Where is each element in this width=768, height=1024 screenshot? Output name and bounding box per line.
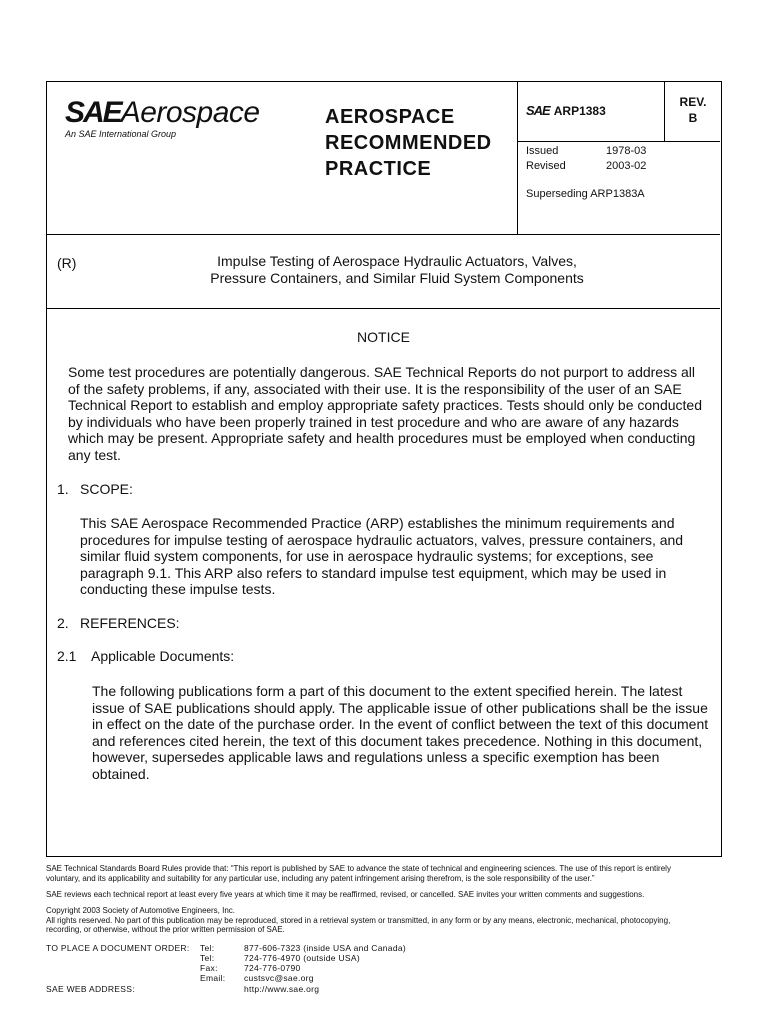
footer-line: voluntary, and its applicability and suitability for any particular use, including any patent infringement arising therefrom, is the sole responsibility of the user.” bbox=[46, 873, 595, 883]
divider bbox=[517, 82, 518, 234]
text-line: Some test procedures are potentially dangerous. SAE Technical Reports do not purport to address all bbox=[68, 364, 695, 380]
rev-label: REV. bbox=[679, 95, 707, 109]
text-line: procedures for impulse testing of aerospace hydraulic actuators, valves, pressure containers, and bbox=[80, 531, 684, 548]
text-line: This SAE Aerospace Recommended Practice (ARP) establishes the minimum requirements and bbox=[80, 515, 675, 531]
notice-paragraph bbox=[68, 364, 702, 463]
text-line: Technical Report to establish and employ appropriate safety practices. Tests should only be conducted bbox=[68, 397, 702, 413]
contact-value: 877-606-7323 (inside USA and Canada) bbox=[244, 943, 407, 953]
text-line: by individuals who have been properly trained in test procedure and who are aware of any hazards bbox=[68, 413, 679, 430]
footer-line: recording, or otherwise, without the prior written permission of SAE. bbox=[46, 925, 285, 934]
contact-key: Tel: bbox=[200, 943, 215, 953]
revised-label: Revised bbox=[526, 160, 566, 172]
order-label: TO PLACE A DOCUMENT ORDER: bbox=[46, 943, 190, 953]
document-type-title bbox=[325, 104, 492, 182]
text-line: The following publications form a part of this document to the extent specified herein. The latest bbox=[92, 683, 683, 699]
text-line: in effect on the date of the purchase order. In the event of conflict between the text of this document bbox=[92, 716, 709, 732]
text-line: of the safety problems, if any, associated with their use. It is the responsibility of the user of an SAE bbox=[68, 380, 682, 397]
issued-label: Issued bbox=[526, 145, 559, 157]
revision-marker: (R) bbox=[57, 255, 77, 271]
text-line: similar fluid system components, for use in aerospace hydraulic systems; for exceptions, see bbox=[80, 548, 654, 564]
revised-value: 2003-02 bbox=[606, 160, 647, 172]
sae-mini-logo: SAE bbox=[526, 103, 550, 118]
section-title: SCOPE: bbox=[80, 481, 133, 497]
section-heading-scope bbox=[57, 481, 133, 498]
standards-rules-note bbox=[46, 864, 671, 883]
web-address-link[interactable]: http://www.sae.org bbox=[244, 984, 320, 994]
document-subject bbox=[157, 253, 637, 287]
section-number: 1. bbox=[57, 481, 69, 497]
text-line: any test. bbox=[68, 446, 121, 463]
subsection-heading bbox=[57, 648, 234, 665]
subsection-title: Applicable Documents: bbox=[91, 648, 235, 664]
scope-paragraph bbox=[80, 515, 683, 598]
text-line: conducting these impulse tests. bbox=[80, 581, 276, 597]
text-line: which may be present. Appropriate safety and health procedures must be employed when conducting bbox=[68, 430, 696, 446]
contact-key: Tel: bbox=[200, 953, 215, 963]
logo-word: Aerospace bbox=[120, 96, 260, 129]
rev-value: B bbox=[688, 111, 698, 125]
notice-heading: NOTICE bbox=[357, 329, 410, 345]
contact-value: 724-776-4970 (outside USA) bbox=[244, 953, 361, 963]
subject-line: Impulse Testing of Aerospace Hydraulic Actuators, Valves, bbox=[217, 253, 577, 269]
references-paragraph bbox=[92, 683, 708, 782]
email-link[interactable]: custsvc@sae.org bbox=[244, 973, 314, 983]
contact-key: Fax: bbox=[200, 963, 218, 973]
logo-brand: SAE bbox=[65, 96, 121, 129]
contact-key: Email: bbox=[200, 973, 226, 983]
subsection-number: 2.1 bbox=[57, 648, 77, 664]
text-line: paragraph 9.1. This ARP also refers to standard impulse test equipment, which may be used in bbox=[80, 564, 667, 581]
subject-row bbox=[47, 235, 720, 309]
divider bbox=[664, 82, 665, 142]
document-frame bbox=[46, 81, 722, 857]
logo-tagline: An SAE International Group bbox=[65, 129, 177, 139]
title-line: AEROSPACE bbox=[325, 106, 455, 128]
revision-box bbox=[667, 94, 719, 126]
issued-value: 1978-03 bbox=[606, 145, 647, 157]
review-note: SAE reviews each technical report at least every five years at which time it may be reaffirmed, revised, or cancelled. SAE invites your written comments and suggestions. bbox=[46, 890, 645, 899]
copyright-note bbox=[46, 906, 670, 935]
divider bbox=[517, 141, 720, 142]
text-line: obtained. bbox=[92, 765, 150, 782]
title-line: RECOMMENDED bbox=[325, 132, 492, 154]
footer-line: All rights reserved. No part of this publication may be reproduced, stored in a retrieval system or transmitted, in any form or by any means, electronic, mechanical, photocopying, bbox=[46, 915, 671, 925]
doc-number: ARP1383 bbox=[553, 104, 606, 118]
footer-line: Copyright 2003 Society of Automotive Engineers, Inc. bbox=[46, 906, 235, 915]
text-line: issue of SAE publications should apply. The applicable issue of other publications shall be the issue bbox=[92, 699, 708, 716]
web-label: SAE WEB ADDRESS: bbox=[46, 984, 135, 994]
section-title: REFERENCES: bbox=[80, 615, 180, 631]
footer-line: SAE Technical Standards Board Rules provide that: “This report is published by SAE to advance the state of technical and engineering sciences. The use of this report is entirely bbox=[46, 864, 671, 873]
section-heading-references bbox=[57, 615, 180, 632]
superseding-note: Superseding ARP1383A bbox=[526, 188, 645, 200]
date-block bbox=[526, 144, 646, 174]
contact-value: 724-776-0790 bbox=[244, 963, 301, 973]
document-header bbox=[47, 82, 720, 235]
title-line: PRACTICE bbox=[325, 158, 432, 180]
sae-aerospace-logo bbox=[65, 98, 260, 139]
subject-line: Pressure Containers, and Similar Fluid System Components bbox=[210, 270, 584, 286]
text-line: however, supersedes applicable laws and regulations unless a specific exemption has been bbox=[92, 749, 660, 765]
document-number bbox=[526, 103, 606, 118]
section-number: 2. bbox=[57, 615, 69, 631]
text-line: and references cited herein, the text of this document takes precedence. Nothing in this document, bbox=[92, 732, 703, 749]
